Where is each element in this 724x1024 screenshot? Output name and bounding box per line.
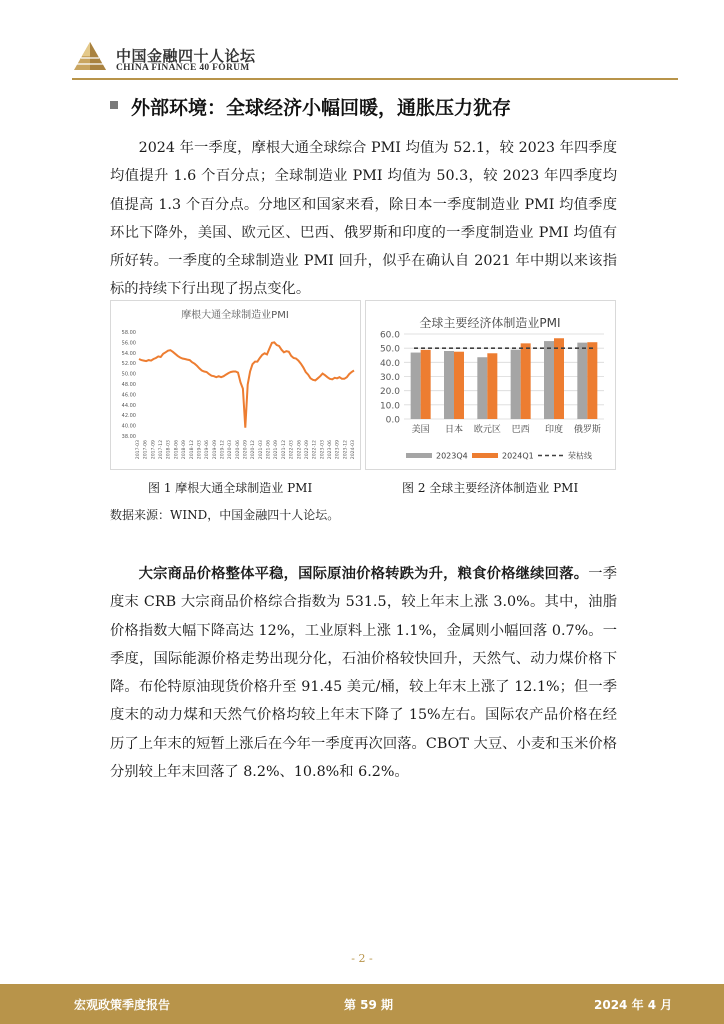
data-source-note: 数据来源：WIND，中国金融四十人论坛。	[110, 508, 340, 522]
chart1-ytick-label: 56.00	[121, 340, 136, 347]
chart1-ytick-label: 58.00	[121, 330, 136, 336]
chart1-xtick-label: 2017-03	[136, 440, 141, 460]
chart1-ytick-label: 46.00	[121, 392, 136, 399]
chart1-series-line	[139, 342, 354, 427]
chart1-xtick-label: 2018-06	[174, 440, 180, 460]
chart1-xtick-label: 2021-06	[266, 440, 272, 460]
chart1-xtick-label: 2017-09	[151, 440, 157, 460]
chart1-xtick-label: 2024-03	[351, 440, 356, 460]
chart2-ytick-label: 40.0	[379, 358, 400, 369]
chart2-bar	[544, 341, 554, 419]
chart2-category-label: 俄罗斯	[573, 425, 601, 435]
chart2-ytick-label: 30.0	[379, 373, 400, 383]
chart1-xtick-label: 2018-12	[189, 440, 195, 460]
chart1-xtick-label: 2020-12	[251, 440, 257, 460]
footer-date: 2024 年 4 月	[594, 998, 673, 1012]
chart1-xtick-label: 2020-06	[235, 440, 241, 460]
chart1-ytick-label: 42.00	[121, 413, 136, 420]
chart2-bar	[454, 352, 464, 419]
logo-english-name: CHINA FINANCE 40 FORUM	[116, 63, 250, 73]
chart1-ytick-label: 38.00	[121, 434, 136, 440]
chart2-legend-label: 2023Q4	[436, 451, 468, 461]
chart2-bar	[554, 338, 564, 419]
chart1-xtick-label: 2021-09	[274, 440, 280, 460]
chart1-xtick-label: 2022-03	[289, 440, 295, 460]
chart1-xtick-label: 2018-09	[182, 440, 188, 460]
section-title: 外部环境：全球经济小幅回暖，通胀压力犹存	[131, 97, 512, 119]
bar-chart-svg	[366, 301, 615, 469]
page-number: - 2 -	[351, 952, 373, 965]
chart1-ytick-label: 40.00	[121, 423, 136, 430]
pyramid-logo-icon	[72, 40, 108, 74]
chart2-category-label: 欧元区	[473, 425, 501, 435]
chart1-xtick-label: 2022-12	[312, 440, 318, 460]
chart2-bar	[511, 350, 521, 419]
chart2-bar	[477, 357, 487, 419]
figure2-caption: 图 2 全球主要经济体制造业 PMI	[402, 481, 579, 495]
chart1-ytick-label: 52.00	[121, 361, 136, 368]
paragraph-commodities	[110, 560, 617, 786]
chart-major-economies-pmi	[365, 300, 616, 470]
chart1-xtick-label: 2022-06	[297, 440, 303, 460]
footer-issue: 第 59 期	[344, 998, 394, 1012]
chart2-ytick-label: 60.0	[379, 330, 400, 341]
paragraph-pmi-text: 2024 年一季度，摩根大通全球综合 PMI 均值为 52.1，较 2023 年四季度均值提升 1.6 个百分点；全球制造业 PMI 均值为 50.3，较 2023 年四季度均值提高 1.3 个百分点。分地区和国家来看，除日本一季度制造业 PMI 均值季度环比下降外，美国、欧元区、巴西、俄罗斯和印度的一季度制造业 PMI 均值有所好转。一季度的全球制造业 PMI 回升，似乎在确认自 2021 年中期以来该指标的持续下行出现了拐点变化。	[110, 140, 617, 298]
logo-chinese-name: 中国金融四十人论坛	[116, 47, 256, 65]
chart1-xtick-label: 2023-03	[320, 440, 326, 460]
chart1-ytick-label: 48.00	[121, 382, 136, 388]
chart2-ytick-label: 50.0	[379, 344, 400, 355]
chart1-xtick-label: 2019-12	[220, 440, 226, 460]
chart1-title: 摩根大通全球制造业PMI	[181, 310, 289, 321]
chart2-category-label: 印度	[544, 425, 564, 435]
figure1-caption: 图 1 摩根大通全球制造业 PMI	[148, 481, 313, 495]
paragraph-commodities-text: 一季度末 CRB 大宗商品价格综合指数为 531.5，较上年末上涨 3.0%。其中，油脂价格指数大幅下降高达 12%，工业原料上涨 1.1%，金属则小幅回落 0.7%。一季度，国际能源价格走势出现分化，石油价格较快回升，天然气、动力煤价格下降。布伦特原油现货价格升至 91.45 美元/桶，较上年末上涨了 12.1%；但一季度末的动力煤和天然气价格均较上年末下降了 15%左右。国际农产品价格在经历了上年末的短暂上涨后在今年一季度再次回落。CBOT 大豆、小麦和玉米价格分别较上年末回落了 8.2%、10.8%和 6.2%。	[110, 566, 618, 781]
chart-global-manufacturing-pmi	[110, 300, 361, 470]
chart1-xtick-label: 2023-06	[327, 440, 333, 460]
paragraph-commodities-lead: 大宗商品价格整体平稳，国际原油价格转跌为升，粮食价格继续回落。	[138, 566, 589, 582]
chart2-legend-label: 荣枯线	[568, 451, 592, 461]
chart1-xtick-label: 2017-12	[159, 440, 165, 460]
chart1-ytick-label: 50.00	[121, 371, 136, 378]
chart2-bar	[421, 350, 431, 419]
chart2-ytick-label: 0.0	[385, 415, 400, 426]
chart2-bar	[487, 353, 497, 419]
chart1-xtick-label: 2023-12	[343, 440, 349, 460]
chart1-ytick-label: 44.00	[121, 402, 136, 409]
page-header	[0, 0, 724, 80]
chart1-xtick-label: 2020-03	[228, 440, 234, 460]
paragraph-pmi	[110, 134, 617, 304]
chart2-legend-swatch	[406, 453, 432, 458]
chart2-category-label: 美国	[411, 425, 430, 435]
chart2-bar	[587, 342, 597, 419]
chart2-category-label: 日本	[444, 425, 464, 435]
chart2-bar	[411, 353, 421, 419]
chart2-bar	[577, 343, 587, 419]
page-footer	[0, 984, 724, 1024]
chart2-bar	[444, 351, 454, 419]
section-bullet-icon	[110, 101, 118, 109]
chart2-legend-swatch	[472, 453, 498, 458]
chart2-title: 全球主要经济体制造业PMI	[419, 316, 561, 330]
header-divider	[72, 78, 678, 80]
line-chart-svg	[111, 301, 360, 469]
chart1-xtick-label: 2023-09	[335, 440, 341, 460]
chart1-xtick-label: 2020-09	[243, 440, 249, 460]
chart2-ytick-label: 10.0	[379, 401, 400, 412]
chart1-xtick-label: 2019-06	[205, 440, 211, 460]
chart1-xtick-label: 2018-03	[166, 440, 172, 460]
footer-report-name: 宏观政策季度报告	[74, 998, 171, 1012]
chart1-xtick-label: 2021-12	[281, 440, 287, 460]
chart1-xtick-label: 2022-09	[304, 440, 310, 460]
chart1-ytick-label: 54.00	[121, 350, 136, 357]
chart2-legend-label: 2024Q1	[502, 451, 534, 461]
chart2-ytick-label: 20.0	[379, 387, 400, 398]
chart1-xtick-label: 2021-03	[258, 440, 264, 460]
chart2-category-label: 巴西	[511, 425, 530, 435]
chart2-bar	[521, 343, 531, 419]
chart1-xtick-label: 2017-06	[143, 440, 149, 460]
chart1-xtick-label: 2019-03	[197, 440, 203, 460]
chart1-xtick-label: 2019-09	[212, 440, 218, 460]
